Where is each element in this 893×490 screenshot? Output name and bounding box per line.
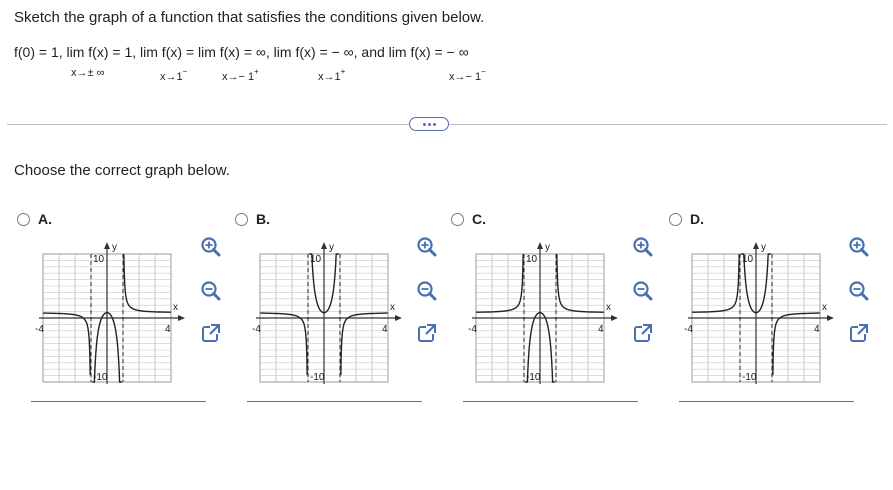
show-more-button[interactable]: [409, 117, 449, 131]
option-b-radio[interactable]: [235, 213, 248, 226]
y-axis-label: y: [761, 242, 766, 253]
x-axis-label: x: [173, 302, 178, 313]
zoom-in-icon: [200, 236, 222, 258]
y-axis-arrow: [321, 242, 327, 249]
x-axis-label: x: [822, 302, 827, 313]
option-c-radio[interactable]: [451, 213, 464, 226]
y-tick-bottom: -10: [310, 372, 325, 383]
graph-d-zoom-in-button[interactable]: [848, 236, 870, 258]
x-tick-right: 4: [814, 324, 820, 335]
option-a-underline: [31, 401, 206, 402]
zoom-in-icon: [632, 236, 654, 258]
option-c-label[interactable]: C.: [472, 211, 486, 227]
graph-c-open-new-window-button[interactable]: [632, 322, 654, 344]
open-new-window-icon: [632, 322, 654, 344]
option-d-graph: [682, 236, 842, 384]
y-axis-label: y: [112, 242, 117, 253]
graph-d-zoom-out-button[interactable]: [848, 280, 870, 302]
option-d-label[interactable]: D.: [690, 211, 704, 227]
graph-c-zoom-in-button[interactable]: [632, 236, 654, 258]
x-axis-arrow: [395, 315, 402, 321]
y-tick-top: 10: [742, 254, 754, 265]
x-tick-left: -4: [468, 324, 477, 335]
y-tick-top: 10: [310, 254, 322, 265]
y-axis-label: y: [329, 242, 334, 253]
option-d-underline: [679, 401, 854, 402]
zoom-in-icon: [416, 236, 438, 258]
open-new-window-icon: [200, 322, 222, 344]
x-axis-arrow: [178, 315, 185, 321]
question-prompt: Choose the correct graph below.: [14, 162, 230, 179]
y-axis-arrow: [537, 242, 543, 249]
limit-sub-4: x→1+: [318, 67, 346, 83]
graph-a-open-new-window-button[interactable]: [200, 322, 222, 344]
x-tick-left: -4: [35, 324, 44, 335]
limit-sub-5: x→− 1−: [449, 67, 486, 83]
graph-b-zoom-out-button[interactable]: [416, 280, 438, 302]
zoom-out-icon: [632, 280, 654, 302]
conditions-text: f(0) = 1, lim f(x) = 1, lim f(x) = lim f(x) = ∞, lim f(x) = − ∞, and lim f(x) = − ∞: [14, 44, 469, 60]
open-new-window-icon: [848, 322, 870, 344]
zoom-out-icon: [848, 280, 870, 302]
graph-c-zoom-out-button[interactable]: [632, 280, 654, 302]
option-b-underline: [247, 401, 422, 402]
option-d-radio[interactable]: [669, 213, 682, 226]
y-tick-top: 10: [526, 254, 538, 265]
graph-b-zoom-in-button[interactable]: [416, 236, 438, 258]
x-axis-arrow: [827, 315, 834, 321]
y-tick-bottom: -10: [93, 372, 108, 383]
option-b-graph: [250, 236, 410, 384]
x-tick-left: -4: [252, 324, 261, 335]
zoom-in-icon: [848, 236, 870, 258]
y-axis-arrow: [753, 242, 759, 249]
limit-sub-2: x→1−: [160, 67, 188, 83]
option-c-graph: [466, 236, 626, 384]
open-new-window-icon: [416, 322, 438, 344]
option-a-radio[interactable]: [17, 213, 30, 226]
x-tick-left: -4: [684, 324, 693, 335]
limit-sub-1: x→± ∞: [71, 67, 105, 79]
graph-d-open-new-window-button[interactable]: [848, 322, 870, 344]
zoom-out-icon: [200, 280, 222, 302]
y-tick-bottom: -10: [526, 372, 541, 383]
x-axis-label: x: [390, 302, 395, 313]
x-tick-right: 4: [598, 324, 604, 335]
option-a-graph: [33, 236, 193, 384]
x-axis-label: x: [606, 302, 611, 313]
limit-sub-3: x→− 1+: [222, 67, 259, 83]
y-tick-top: 10: [93, 254, 105, 265]
y-tick-bottom: -10: [742, 372, 757, 383]
instructions: Sketch the graph of a function that satisfies the conditions given below.: [14, 9, 485, 26]
y-axis-label: y: [545, 242, 550, 253]
graph-b-open-new-window-button[interactable]: [416, 322, 438, 344]
option-c-underline: [463, 401, 638, 402]
zoom-out-icon: [416, 280, 438, 302]
x-axis-arrow: [611, 315, 618, 321]
graph-a-zoom-out-button[interactable]: [200, 280, 222, 302]
graph-a-zoom-in-button[interactable]: [200, 236, 222, 258]
option-a-label[interactable]: A.: [38, 211, 52, 227]
x-tick-right: 4: [382, 324, 388, 335]
option-b-label[interactable]: B.: [256, 211, 270, 227]
x-tick-right: 4: [165, 324, 171, 335]
y-axis-arrow: [104, 242, 110, 249]
